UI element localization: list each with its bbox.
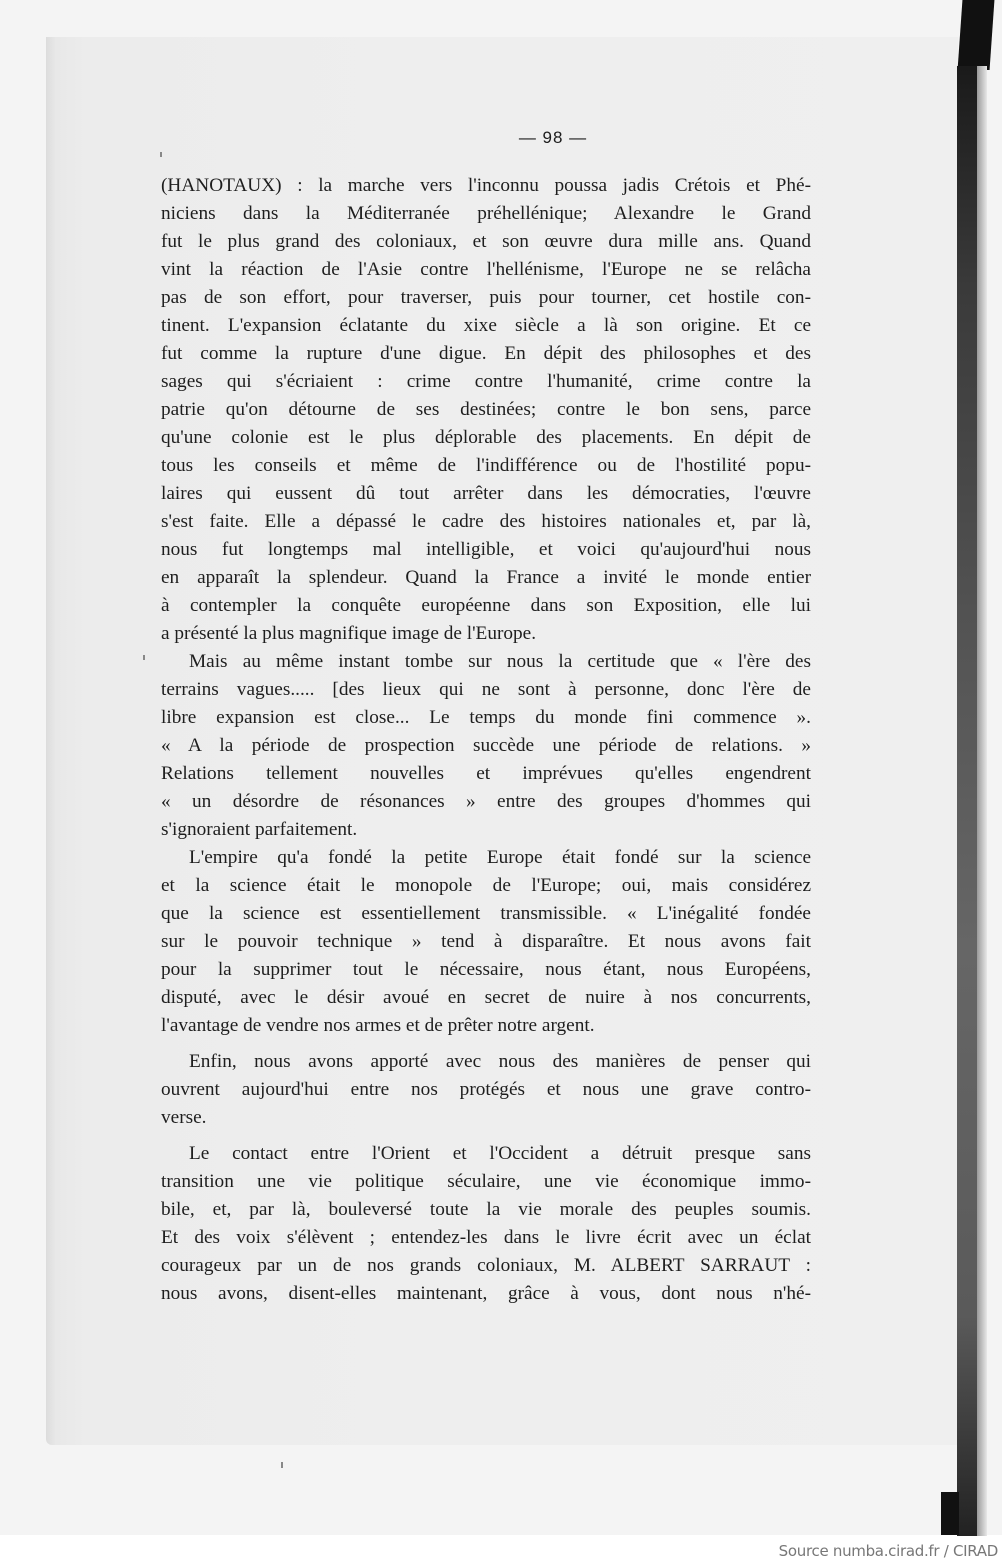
text-line: verse. xyxy=(161,1107,207,1128)
text-line: pour la supprimer tout le nécessaire, nous étant, nous Européens, xyxy=(161,959,811,980)
text-line: sur le pouvoir technique » tend à disparaître. Et nous avons fait xyxy=(161,931,811,952)
page-number: — 98 — xyxy=(518,128,588,147)
text-line: et la science était le monopole de l'Europe; oui, mais considérez xyxy=(161,875,811,896)
text-line: que la science est essentiellement transmissible. « L'inégalité fondée xyxy=(161,903,811,924)
paper-speck xyxy=(281,1462,283,1468)
text-line: niciens dans la Méditerranée préhellénique; Alexandre le Grand xyxy=(161,203,811,224)
paragraph xyxy=(161,1140,811,1308)
text-line: « un désordre de résonances » entre des groupes d'hommes qui xyxy=(161,791,811,812)
binding-edge-bottom xyxy=(941,1492,959,1535)
paragraph xyxy=(161,648,811,844)
text-line: pas de son effort, pour traverser, puis pour tourner, cet hostile con- xyxy=(161,287,811,308)
text-line: Mais au même instant tombe sur nous la certitude que « l'ère des xyxy=(189,651,811,672)
binding-shadow xyxy=(977,66,987,1536)
body-text xyxy=(161,172,811,1308)
text-line: ouvrent aujourd'hui entre nos protégés et nous une grave contro- xyxy=(161,1079,811,1100)
text-line: à contempler la conquête européenne dans son Exposition, elle lui xyxy=(161,595,811,616)
text-line: s'est faite. Elle a dépassé le cadre des histoires nationales et, par là, xyxy=(161,511,811,532)
paragraph-gap xyxy=(161,1040,811,1048)
book-binding-edge xyxy=(957,66,977,1536)
text-line: Enfin, nous avons apporté avec nous des manières de penser qui xyxy=(189,1051,811,1072)
text-line: terrains vagues..... [des lieux qui ne sont à personne, donc l'ère de xyxy=(161,679,811,700)
paragraph xyxy=(161,172,811,648)
text-line: transition une vie politique séculaire, une vie économique immo- xyxy=(161,1171,811,1192)
text-line: bile, et, par là, bouleversé toute la vie morale des peuples soumis. xyxy=(161,1199,811,1220)
text-line: laires qui eussent dû tout arrêter dans les démocraties, l'œuvre xyxy=(161,483,811,504)
text-line: nous fut longtemps mal intelligible, et voici qu'aujourd'hui nous xyxy=(161,539,811,560)
text-line: l'avantage de vendre nos armes et de prêter notre argent. xyxy=(161,1015,595,1036)
text-line: qu'une colonie est le plus déplorable des placements. En dépit de xyxy=(161,427,811,448)
text-line: patrie qu'on détourne de ses destinées; contre le bon sens, parce xyxy=(161,399,811,420)
text-line: Relations tellement nouvelles et imprévues qu'elles engendrent xyxy=(161,763,811,784)
paragraph xyxy=(161,844,811,1040)
text-line: tous les conseils et même de l'indifférence ou de l'hostilité popu- xyxy=(161,455,811,476)
text-line: sages qui s'écriaient : crime contre l'humanité, crime contre la xyxy=(161,371,811,392)
text-line: en apparaît la splendeur. Quand la France a invité le monde entier xyxy=(161,567,811,588)
text-line: disputé, avec le désir avoué en secret de nuire à nos concurrents, xyxy=(161,987,811,1008)
text-line: courageux par un de nos grands coloniaux, M. ALBERT SARRAUT : xyxy=(161,1255,811,1276)
paragraph xyxy=(161,1048,811,1132)
text-line: Et des voix s'élèvent ; entendez-les dans le livre écrit avec un éclat xyxy=(161,1227,811,1248)
text-line: « A la période de prospection succède une période de relations. » xyxy=(161,735,811,756)
paper-speck xyxy=(160,152,162,157)
binding-edge-top xyxy=(958,0,995,70)
text-line: fut le plus grand des coloniaux, et son œuvre dura mille ans. Quand xyxy=(161,231,811,252)
text-line: nous avons, disent-elles maintenant, grâce à vous, dont nous n'hé- xyxy=(161,1283,811,1304)
text-line: s'ignoraient parfaitement. xyxy=(161,819,358,840)
text-line: vint la réaction de l'Asie contre l'hellénisme, l'Europe ne se relâcha xyxy=(161,259,811,280)
text-line: (HANOTAUX) : la marche vers l'inconnu poussa jadis Crétois et Phé- xyxy=(161,175,811,196)
source-credit: Source numba.cirad.fr / CIRAD xyxy=(778,1542,998,1560)
text-line: tinent. L'expansion éclatante du xixe siècle a là son origine. Et ce xyxy=(161,315,811,336)
paper-speck xyxy=(143,655,145,660)
text-line: Le contact entre l'Orient et l'Occident a détruit presque sans xyxy=(189,1143,811,1164)
text-line: libre expansion est close... Le temps du monde fini commence ». xyxy=(161,707,811,728)
text-line: fut comme la rupture d'une digue. En dépit des philosophes et des xyxy=(161,343,811,364)
paragraph-gap xyxy=(161,1132,811,1140)
text-line: a présenté la plus magnifique image de l'Europe. xyxy=(161,623,537,644)
text-line: L'empire qu'a fondé la petite Europe était fondé sur la science xyxy=(189,847,811,868)
